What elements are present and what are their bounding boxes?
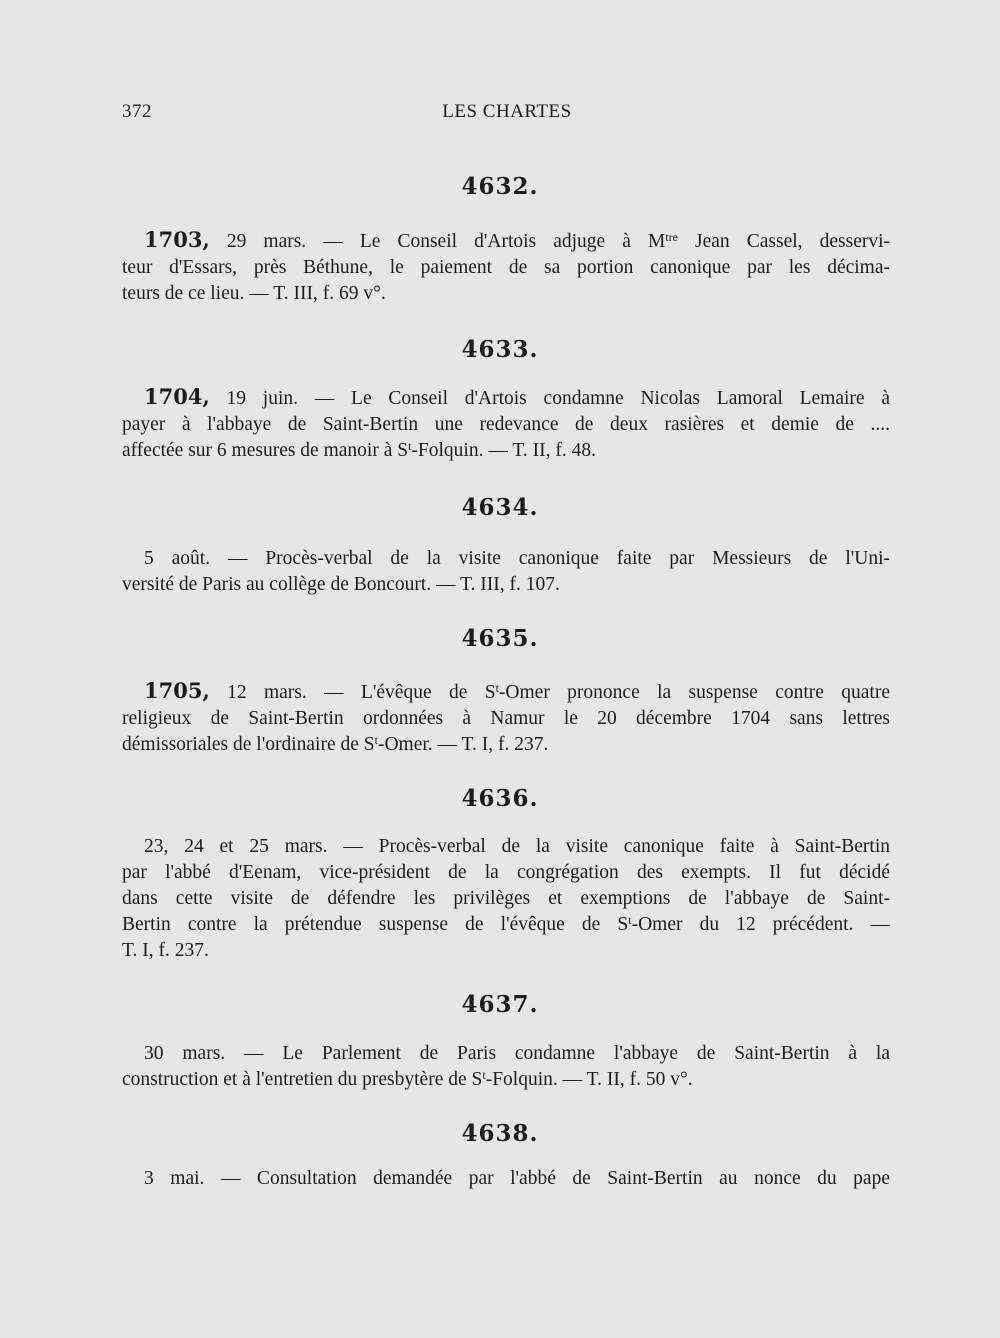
text-line: 30 mars. — Le Parlement de Paris condamne l'abbaye de Saint-Bertin à la xyxy=(144,1043,890,1064)
text-line: Bertin contre la prétendue suspense de l'évêque de $S^t$-Omer du 12 précédent. — xyxy=(122,913,890,935)
text-line: 5 août. — Procès-verbal de la visite canonique faite par Messieurs de l'Uni- xyxy=(144,548,890,569)
entry-text-4637 xyxy=(122,1041,890,1093)
entry-text-4633 xyxy=(122,384,890,464)
text-line: 23, 24 et 25 mars. — Procès-verbal de la visite canonique faite à Saint-Bertin xyxy=(144,836,890,857)
text-line: T. I, f. 237. xyxy=(122,940,209,961)
text-line: par l'abbé d'Eenam, vice-président de la congrégation des exempts. Il fut décidé xyxy=(122,862,890,883)
entry-number-4633: 4633. xyxy=(461,336,539,363)
text-line: 1705, 12 mars. — L'évêque de $S^t$-Omer prononce la suspense contre quatre xyxy=(144,678,890,703)
text-line: versité de Paris au collège de Boncourt. — T. III, f. 107. xyxy=(122,574,560,595)
entry-text-4636 xyxy=(122,834,890,964)
text-line: 1703, 29 mars. — Le Conseil d'Artois adjuge à $M^{tre}$ Jean Cassel, desservi- xyxy=(144,227,890,252)
entry-text-4638 xyxy=(122,1166,890,1192)
entry-number-4634: 4634. xyxy=(461,494,539,521)
text-line: affectée sur 6 mesures de manoir à $S^t$-Folquin. — T. II, f. 48. xyxy=(122,439,596,461)
entry-year: 1704, xyxy=(144,384,210,409)
entry-number-4637: 4637. xyxy=(461,991,539,1018)
entry-text-4634 xyxy=(122,546,890,598)
text-line: construction et à l'entretien du presbytère de $S^t$-Folquin. — T. II, f. 50 v°. xyxy=(122,1068,693,1090)
text-line: payer à l'abbaye de Saint-Bertin une redevance de deux rasières et demie de .... xyxy=(122,414,890,435)
text-line: 1704, 19 juin. — Le Conseil d'Artois condamne Nicolas Lamoral Lemaire à xyxy=(144,384,890,409)
text-line: dans cette visite de défendre les privilèges et exemptions de l'abbaye de Saint- xyxy=(122,888,890,909)
text-line: religieux de Saint-Bertin ordonnées à Namur le 20 décembre 1704 sans lettres xyxy=(122,708,890,729)
page-number: 372 xyxy=(122,101,152,122)
page-title: LES CHARTES xyxy=(442,101,572,122)
entry-number-4638: 4638. xyxy=(461,1120,539,1147)
text-line: 3 mai. — Consultation demandée par l'abbé de Saint-Bertin au nonce du pape xyxy=(144,1168,890,1189)
entry-year: 1705, xyxy=(144,678,210,703)
entry-number-4635: 4635. xyxy=(461,625,539,652)
entry-text-4632 xyxy=(122,227,890,307)
entry-text-4635 xyxy=(122,678,890,758)
entry-number-4636: 4636. xyxy=(461,785,539,812)
text-line: démissoriales de l'ordinaire de $S^t$-Omer. — T. I, f. 237. xyxy=(122,733,549,755)
entry-year: 1703, xyxy=(144,227,210,252)
entry-number-4632: 4632. xyxy=(461,173,539,200)
text-line: teurs de ce lieu. — T. III, f. 69 v°. xyxy=(122,283,386,304)
text-line: teur d'Essars, près Béthune, le paiement de sa portion canonique par les décima- xyxy=(122,257,890,278)
running-head xyxy=(122,101,892,127)
